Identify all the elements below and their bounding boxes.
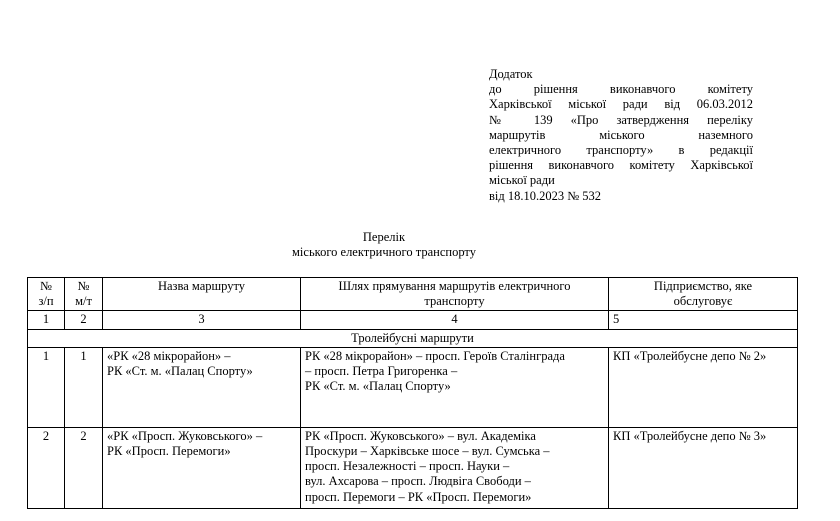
header-route-path: Шлях прямування маршрутів електричного транспорту (301, 278, 609, 311)
row-operator: КП «Тролейбусне депо № 3» (609, 427, 798, 508)
row-route-name: «РК «Просп. Жуковського» – РК «Просп. Перемоги» (103, 427, 301, 508)
annex-line: Харківської міської ради від 06.03.2012 (489, 97, 753, 112)
column-number: 4 (301, 311, 609, 329)
column-number: 2 (65, 311, 103, 329)
document-heading (0, 230, 768, 260)
annex-line: до рішення виконавчого комітету (489, 82, 753, 97)
column-number: 1 (28, 311, 65, 329)
heading-title: Перелік (362, 230, 406, 244)
annex-title: Додаток (489, 67, 533, 81)
table-row (28, 427, 798, 508)
annex-line: маршрутів міського наземного (489, 127, 753, 142)
column-number-row (28, 311, 798, 329)
header-operator: Підприємство, яке обслуговує (609, 278, 798, 311)
row-route-path: РК «Просп. Жуковського» – вул. Академіка Проскури – Харківське шосе – вул. Сумська – просп. Незалежності – просп. Науки – вул. Ахсарова – просп. Людвіга Свободи – просп. Перемоги – РК «Просп. Перемоги» (301, 427, 609, 508)
heading-subtitle: міського електричного транспорту (292, 245, 476, 260)
row-seq-number: 1 (28, 347, 65, 427)
row-route-number: 2 (65, 427, 103, 508)
annex-line: № 139 «Про затвердження переліку (489, 112, 753, 127)
column-number: 5 (609, 311, 798, 329)
header-route-number: № м/т (65, 278, 103, 311)
table-row (28, 347, 798, 427)
row-seq-number: 2 (28, 427, 65, 508)
annex-block (489, 67, 753, 204)
row-route-path: РК «28 мікрорайон» – просп. Героїв Сталінграда – просп. Петра Григоренка – РК «Ст. м. «Палац Спорту» (301, 347, 609, 427)
row-route-name: «РК «28 мікрорайон» – РК «Ст. м. «Палац Спорту» (103, 347, 301, 427)
section-row (28, 329, 798, 347)
row-operator: КП «Тролейбусне депо № 2» (609, 347, 798, 427)
annex-line: міської ради (489, 173, 555, 188)
header-route-name: Назва маршруту (103, 278, 301, 311)
header-seq-number: № з/п (28, 278, 65, 311)
row-route-number: 1 (65, 347, 103, 427)
annex-line: рішення виконавчого комітету Харківської (489, 158, 753, 173)
table-header-row (28, 278, 798, 311)
annex-line: електричного транспорту» в редакції (489, 143, 753, 158)
section-title: Тролейбусні маршрути (28, 329, 798, 347)
routes-table (27, 277, 798, 509)
column-number: 3 (103, 311, 301, 329)
annex-date-line: від 18.10.2023 № 532 (489, 188, 602, 203)
